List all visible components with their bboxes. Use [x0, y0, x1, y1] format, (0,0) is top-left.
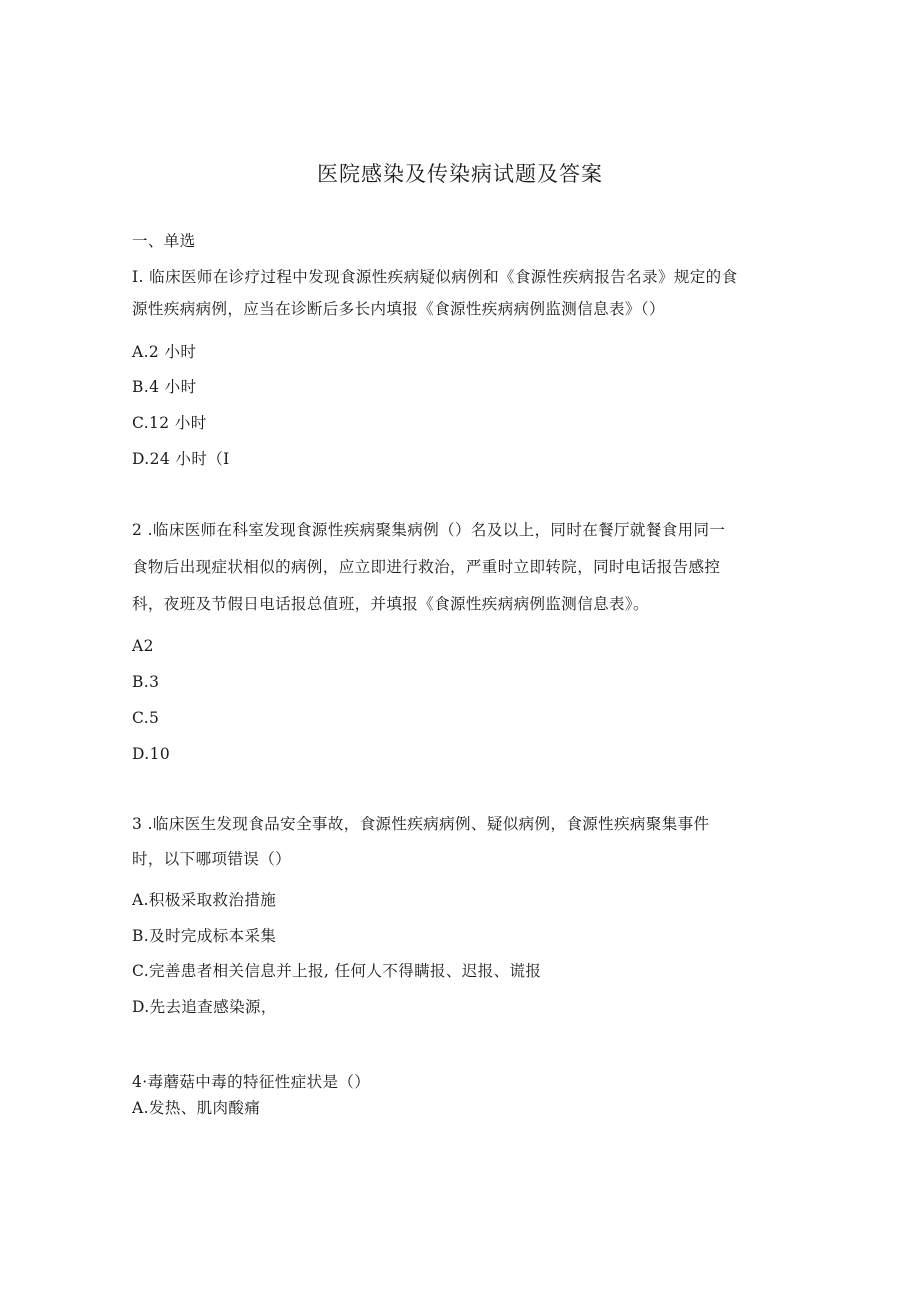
question-3-option-a: A.积极采取救治措施: [132, 891, 277, 909]
question-1-option-b: B.4 小时: [132, 378, 197, 396]
question-1-option-d: D.24 小时（I: [132, 450, 230, 468]
question-2-stem-line-2: 食物后出现症状相似的病例，应立即进行救治，严重时立即转院，同时电话报告感控: [132, 558, 721, 576]
question-2-stem-line-3: 科，夜班及节假日电话报总值班，并填报《食源性疾病病例监测信息表》。: [132, 595, 649, 613]
question-3-stem-line-2: 时，以下哪项错误（）: [132, 850, 292, 868]
question-2-stem-line-1: 2 .临床医师在科室发现食源性疾病聚集病例（）名及以上，同时在餐厅就餐食用同一: [132, 521, 726, 539]
question-1-stem-line-1: I. 临床医师在诊疗过程中发现食源性疾病疑似病例和《食源性疾病报告名录》规定的食: [132, 268, 738, 286]
question-1-option-c: C.12 小时: [132, 414, 207, 432]
question-4-option-a: A.发热、肌肉酸痛: [132, 1099, 261, 1117]
question-1-option-a: A.2 小时: [132, 343, 197, 361]
question-3-stem-line-1: 3 .临床医生发现食品安全事故，食源性疾病病例、疑似病例，食源性疾病聚集事件: [132, 815, 710, 833]
question-3-option-d: D.先去追查感染源，: [132, 998, 277, 1016]
question-2-option-b: B.3: [132, 673, 160, 691]
question-4-stem-line-1: 4·毒蘑菇中毒的特征性症状是（）: [132, 1073, 371, 1091]
question-2-option-a: A2: [132, 637, 154, 655]
question-1-stem-line-2: 源性疾病病例，应当在诊断后多长内填报《食源性疾病病例监测信息表》（）: [132, 300, 665, 318]
question-3-option-b: B.及时完成标本采集: [132, 927, 277, 945]
section-heading: 一、单选: [132, 232, 196, 250]
document-title: 医院感染及传染病试题及答案: [317, 162, 603, 186]
question-2-option-d: D.10: [132, 745, 171, 763]
question-2-option-c: C.5: [132, 709, 160, 727]
question-3-option-c: C.完善患者相关信息并上报, 任何人不得瞒报、迟报、谎报: [132, 962, 542, 980]
